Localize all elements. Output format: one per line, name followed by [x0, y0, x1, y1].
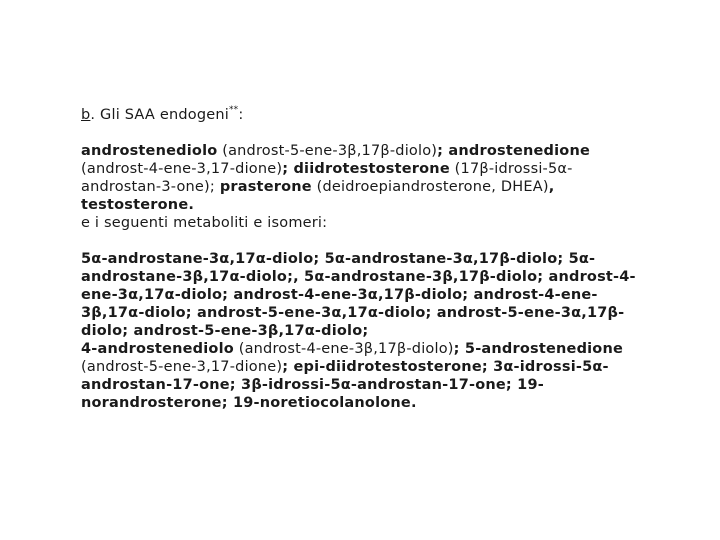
- seg-b1-0: androstenediolo: [81, 143, 218, 159]
- footnote-mark: **: [228, 105, 239, 115]
- seg-b1-4: ; diidrotestosterone: [282, 161, 450, 177]
- seg-b2-4: (androst-5-ene-3,17-dione): [81, 359, 283, 375]
- seg-b2-3: ; 5-androstenedione: [453, 341, 624, 357]
- seg-b2-0: 5α-androstane-3α,17α-diolo; 5α-androstane-3α,17β-diolo; 5α-androstane-3β,17α-diolo;, 5α-androstane-3β,17β-diolo; androst-4-ene-3α,17α-diolo; androst-4-ene-3α,17β-diolo; androst-4-ene-3β,17α-diolo; androst-5-ene-3α,17α-diolo; androst-5-ene-3α,17β-diolo; androst-5-ene-3β,17α-diolo;: [81, 251, 636, 339]
- metabolites-paragraph-1: [81, 250, 641, 340]
- heading-colon: :: [238, 107, 244, 123]
- steroid-list-primary: [81, 142, 641, 232]
- primary-paragraph: [81, 142, 641, 214]
- section-title: . Gli SAA endogeni: [90, 107, 229, 123]
- steroid-list-metabolites: [81, 250, 641, 412]
- section-letter: b: [81, 107, 91, 123]
- seg-b1-6: prasterone: [219, 179, 312, 195]
- seg-b1-3: (androst-4-ene-3,17-dione): [81, 161, 283, 177]
- metabolites-paragraph-2: [81, 340, 641, 412]
- seg-b1-8: , testosterone.: [81, 179, 555, 213]
- seg-b1-5: (17β-idrossi-5α-androstan-3-one);: [81, 161, 573, 195]
- section-heading: [81, 106, 641, 124]
- seg-b2-2: (androst-4-ene-3β,17β-diolo): [233, 341, 454, 357]
- seg-b2-1: 4-androstenediolo: [81, 341, 234, 357]
- metabolites-intro: e i seguenti metaboliti e isomeri:: [81, 215, 328, 231]
- seg-b1-1: (androst-5-ene-3β,17β-diolo): [217, 143, 438, 159]
- seg-b2-5: ; epi-diidrotestosterone; 3α-idrossi-5α-androstan-17-one; 3β-idrossi-5α-androstan-17-one; 19-norandrosterone; 19-noretiocolanolone.: [81, 359, 609, 411]
- seg-b1-2: ; androstenedione: [437, 143, 591, 159]
- seg-b1-7: (deidroepiandrosterone, DHEA): [311, 179, 549, 195]
- document-body: [81, 106, 641, 430]
